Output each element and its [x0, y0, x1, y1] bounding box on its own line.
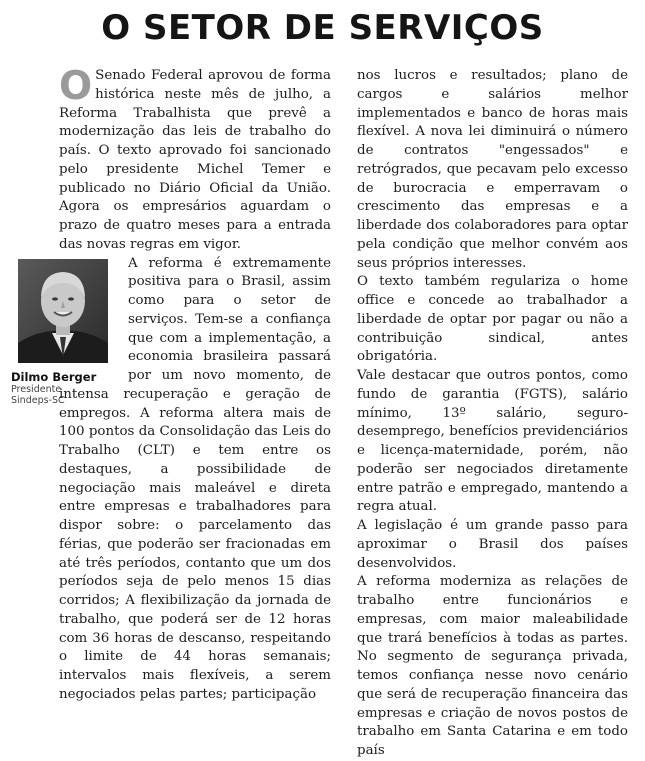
drop-cap: O: [59, 64, 93, 109]
paragraph-6: A legislação é um grande passo para aproximar o Brasil dos países desenvolvidos.: [357, 518, 628, 571]
paragraph-3: nos lucros e resultados; plano de cargos e salários melhor implementados e banco de horas mais flexível. A nova lei diminuirá o número de contratos "engessados" e retrógrados, que pecavam pelo excesso de burocracia e emperravam o crescimento das empresas e a liberdade dos colaboradores para optar pela condição que melhor convém aos seus próprios interesses.: [357, 68, 628, 271]
author-name: Dilmo Berger: [11, 369, 97, 384]
paragraph-2-text: A reforma é extremamente positiva para o Brasil, assim como para o setor de serviços. Tem-se a confiança que com a implementação, a economia brasileira passará por um novo momento, de intensa recuperação e geração de empregos. A reforma altera mais de 100 pontos da Consolidação das Leis do Trabalho (CLT) e tem entre os destaques, a possibilidade de negociação mais maleável e direta entre empresas e trabalhadores para dispor sobre: o parcelamento das férias, que poderão ser fracionadas em até três períodos, contanto que um dos períodos seja de pelo menos 15 dias corridos; A flexibilização da jornada de trabalho, que poderá ser de 12 horas com 36 horas de descanso, respeitando o limite de 44 horas semanais; intervalos mais flexíveis, a serem negociados pelas partes; participação: [59, 255, 331, 702]
author-box: [11, 259, 114, 406]
author-organization: Sindeps-SC: [11, 394, 65, 406]
author-portrait-image: [18, 259, 108, 363]
author-photo: [18, 259, 108, 363]
paragraph-4: O texto também regulariza o home office e concede ao trabalhador a liberdade de optar por pagar ou não a contribuição sindical, antes obrigatória.: [357, 274, 628, 365]
paragraph-5: Vale destacar que outros pontos, como fundo de garantia (FGTS), salário mínimo, 13º salário, seguro-desemprego, benefícios previdenciários e licença-maternidade, porém, não poderão ser negociados diretamente entre patrão e empregado, mantendo a regra atual.: [357, 368, 628, 515]
paragraph-2: [11, 255, 331, 705]
paragraph-1-text: Senado Federal aprovou de forma histórica neste mês de julho, a Reforma Trabalhista que prevê a modernização das leis de trabalho do país. O texto aprovado foi sancionado pelo presidente Michel Temer e publicado no Diário Oficial da União. Agora os empresários aguardam o prazo de quatro meses para a entrada das novas regras em vigor.: [59, 68, 331, 252]
article-column-right: [357, 67, 628, 761]
paragraph-7: A reforma moderniza as relações de trabalho entre funcionários e empresas, com maior maleabilidade que trará benefícios à todas as partes. No segmento de segurança privada, temos confiança nesse novo cenário que será de recuperação financeira das empresas e criação de novos postos de trabalho em Santa Catarina e em todo país: [357, 574, 628, 758]
author-role: Presidente: [11, 383, 62, 395]
headline: O SETOR DE SERVIÇOS: [101, 8, 544, 48]
article-column-left: [11, 64, 331, 705]
paragraph-1: [59, 64, 331, 255]
